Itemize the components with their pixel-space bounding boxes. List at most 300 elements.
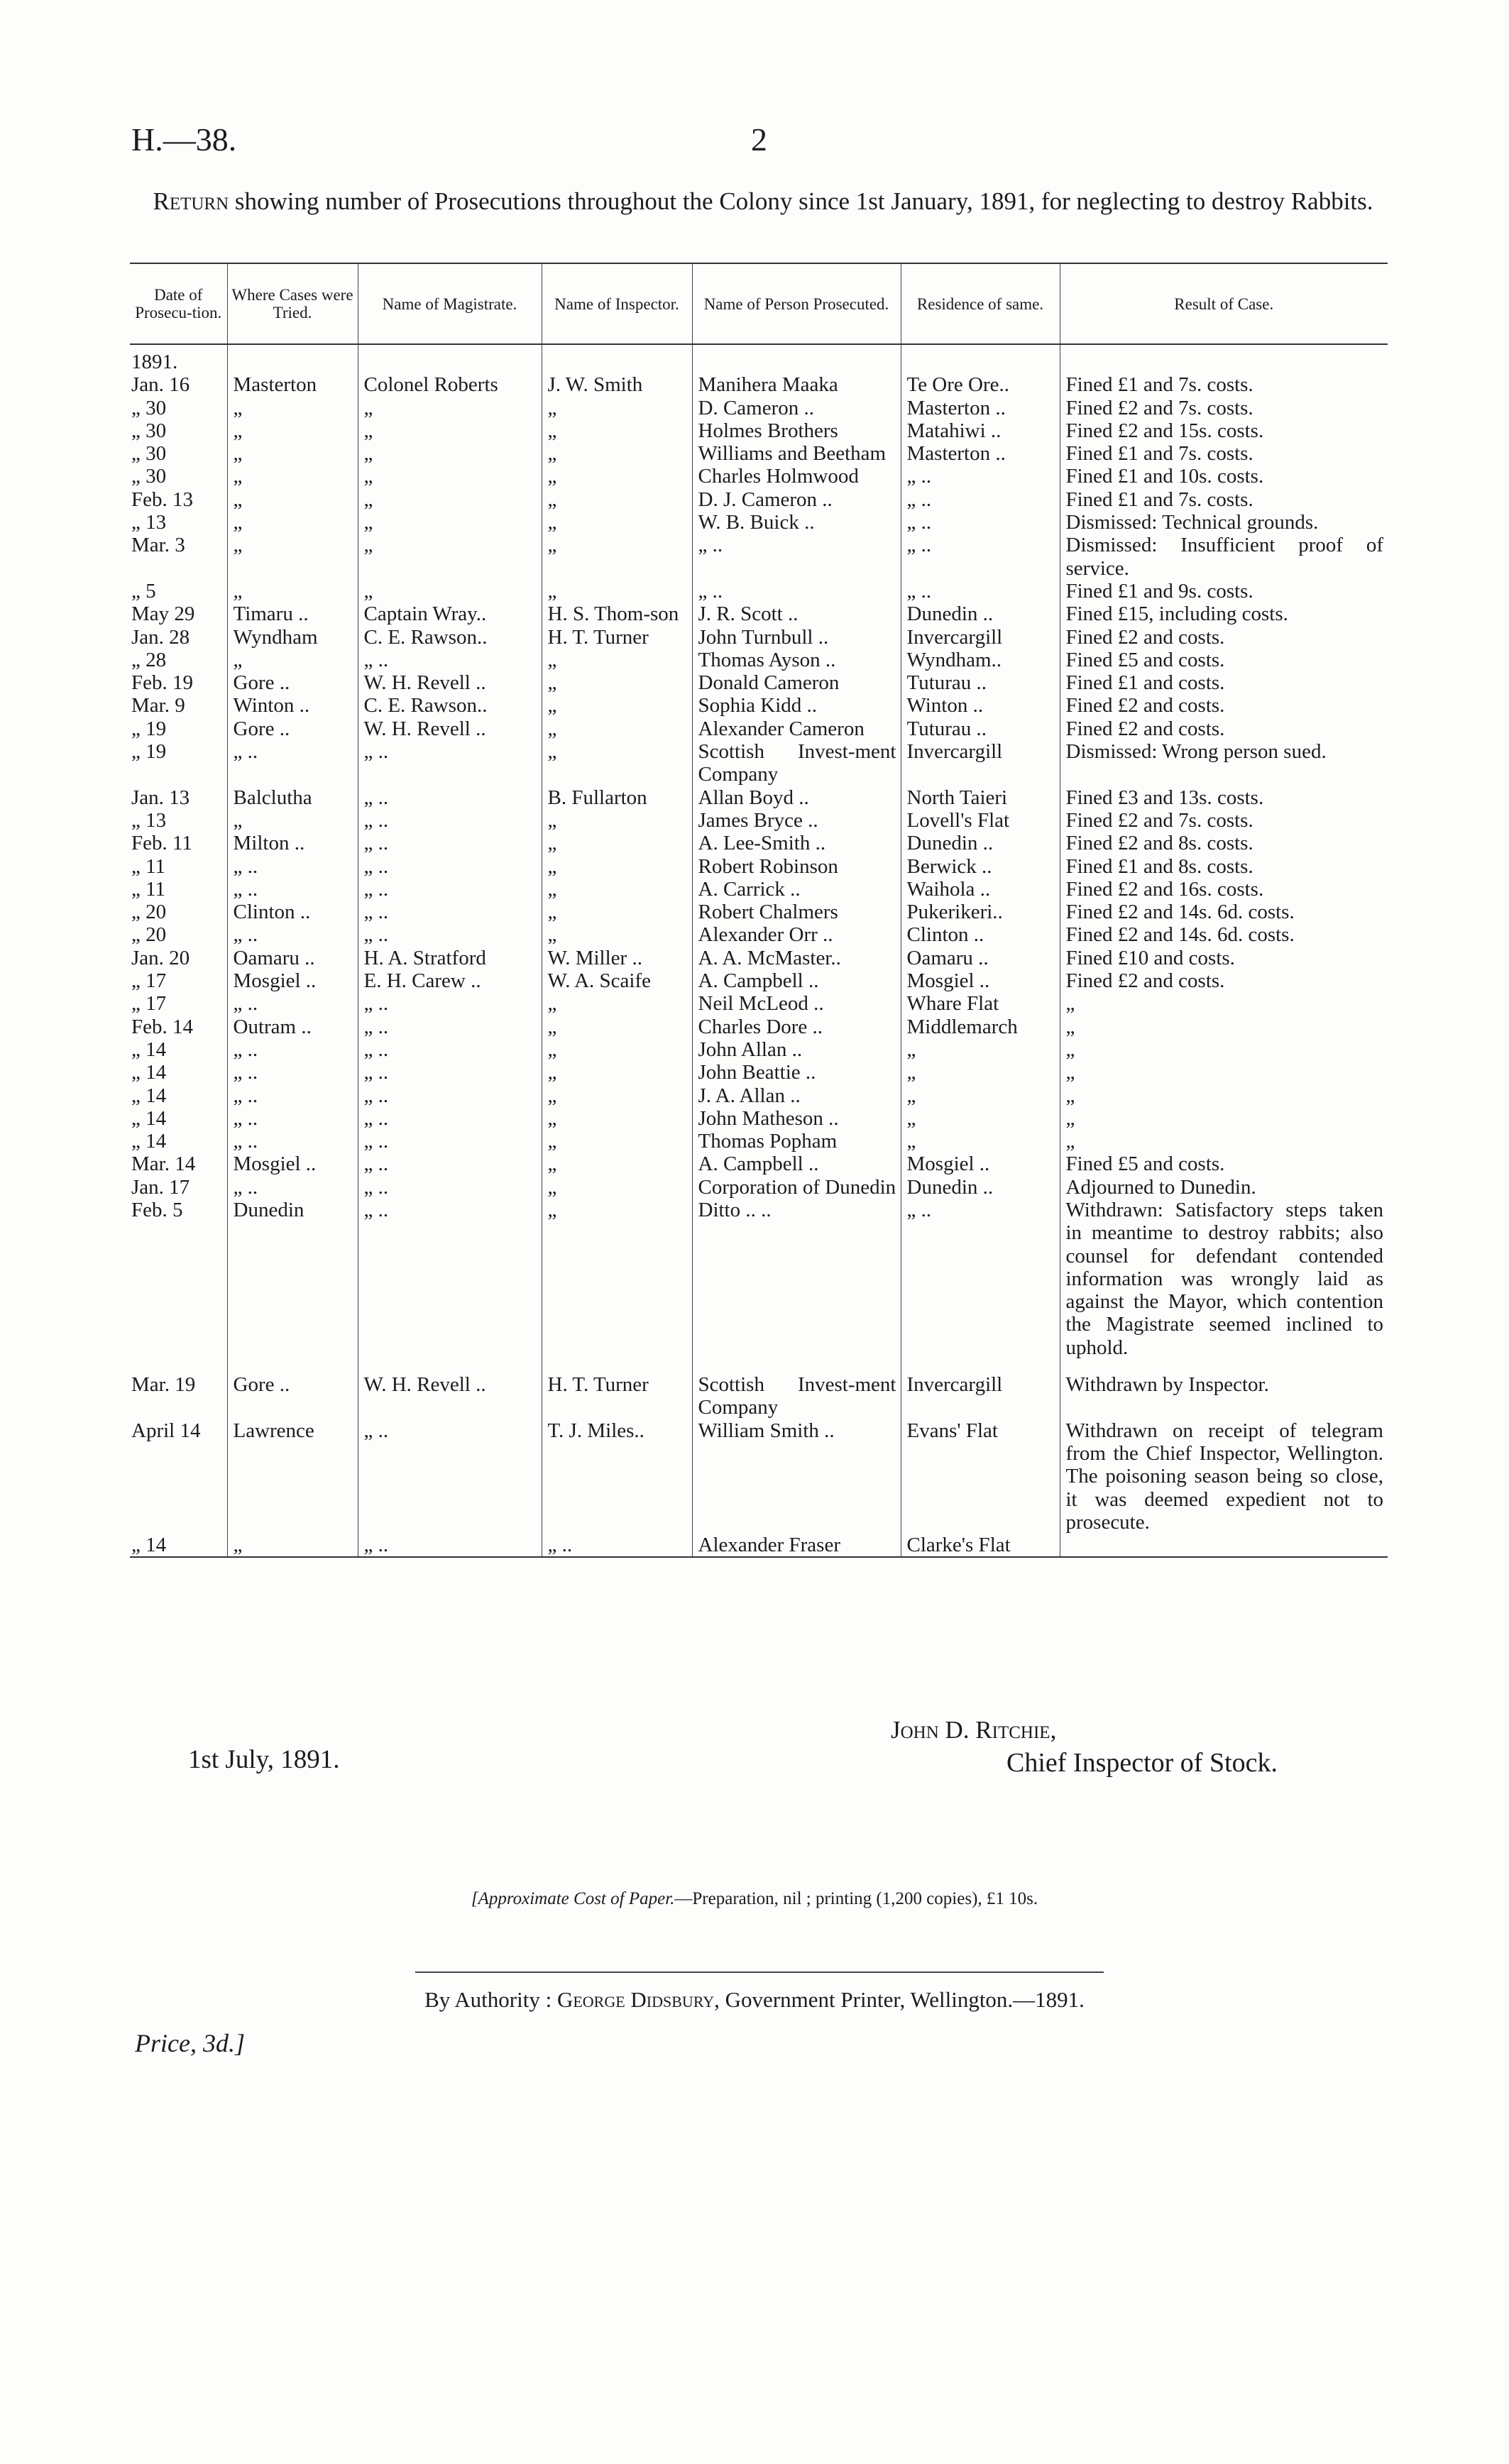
cell-where-tried: „ ..: [227, 1107, 358, 1130]
cell-date: „ 17: [131, 992, 167, 1016]
cell-inspector: „: [542, 671, 692, 694]
cell-magistrate: „ ..: [358, 832, 542, 854]
cell-person: Scottish Invest-ment Company: [692, 1373, 901, 1419]
table-row: [130, 1130, 1388, 1153]
cell-inspector: „: [542, 649, 692, 671]
cell-result: Adjourned to Dunedin.: [1060, 1176, 1388, 1199]
cell-date: „ 14: [130, 1534, 227, 1557]
table-row: [130, 603, 1388, 625]
cell-result: Fined £2 and 14s. 6d. costs.: [1060, 923, 1388, 946]
cell-residence: „ ..: [901, 580, 1060, 603]
cell-inspector: H. T. Turner: [542, 1373, 692, 1419]
cell-where-tried: „ ..: [227, 740, 358, 786]
spacer-cell: [901, 1359, 1060, 1373]
cell-residence: „ ..: [901, 1199, 1060, 1359]
cell-where-tried: „: [227, 534, 358, 580]
cell-person: Alexander Cameron: [692, 717, 901, 740]
table-row: [130, 1061, 1388, 1084]
cell-where-tried: „: [227, 465, 358, 488]
cell-person: D. J. Cameron ..: [692, 488, 901, 511]
cell-where-tried: Milton ..: [227, 832, 358, 854]
cell-residence: Winton ..: [901, 694, 1060, 717]
cell-where-tried: „: [227, 419, 358, 442]
year-row-cell: [692, 344, 901, 373]
cell-result: Fined £2 and costs.: [1060, 717, 1388, 740]
cell-residence: Waihola ..: [901, 878, 1060, 901]
title-text: showing number of Prosecutions throughout the Colony since 1st January, 1891, for neglecting to destroy Rabbits.: [229, 187, 1373, 215]
cell-date: Jan. 28: [131, 625, 190, 649]
cell-date: „ 20: [131, 901, 167, 924]
cell-result: Fined £1 and 7s. costs.: [1060, 373, 1388, 396]
cell-magistrate: W. H. Revell ..: [358, 671, 542, 694]
table-row: [130, 717, 1388, 740]
year-row: [130, 344, 1388, 373]
cost-text: —Preparation, nil ; printing (1,200 copies), £1 10s.: [674, 1889, 1038, 1908]
cell-magistrate: W. H. Revell ..: [358, 1373, 542, 1419]
cell-result: Fined £1 and costs.: [1060, 671, 1388, 694]
cell-where-tried: Gore ..: [227, 671, 358, 694]
price: Price, 3d.]: [135, 2029, 245, 2057]
cell-date: „ 30: [131, 442, 167, 466]
cell-magistrate: „ ..: [358, 740, 542, 786]
cell-result: Fined £3 and 13s. costs.: [1060, 786, 1388, 809]
table-row: [130, 969, 1388, 992]
cell-person: Robert Robinson: [692, 855, 901, 878]
prosecutions-table: [130, 263, 1388, 1558]
cell-result: Fined £5 and costs.: [1060, 649, 1388, 671]
cell-person: Donald Cameron: [692, 671, 901, 694]
cell-where-tried: „ ..: [227, 1130, 358, 1153]
cell-residence: Invercargill: [901, 740, 1060, 786]
cell-residence: Dunedin ..: [901, 1176, 1060, 1199]
cell-inspector: „: [542, 1084, 692, 1107]
cell-inspector: „: [542, 740, 692, 786]
cell-person: Sophia Kidd ..: [692, 694, 901, 717]
cell-date: Jan. 17: [131, 1175, 190, 1199]
cell-residence: Whare Flat: [901, 992, 1060, 1015]
table-row: [130, 1107, 1388, 1130]
header-person: Name of Person Prosecuted.: [692, 263, 901, 344]
table-title: [135, 186, 1391, 217]
spacer-cell: [227, 1359, 358, 1373]
cell-magistrate: „: [358, 442, 542, 465]
cell-magistrate: „ ..: [358, 1153, 542, 1175]
cell-result: Fined £1 and 9s. costs.: [1060, 580, 1388, 603]
cell-result: Fined £2 and costs.: [1060, 969, 1388, 992]
header-residence: Residence of same.: [901, 263, 1060, 344]
cell-result: „: [1060, 1107, 1388, 1130]
cell-person: Holmes Brothers: [692, 419, 901, 442]
cell-person: Scottish Invest-ment Company: [692, 740, 901, 786]
table-row: [130, 1153, 1388, 1175]
cell-date: „ 14: [131, 1130, 167, 1153]
cell-where-tried: „ ..: [227, 1176, 358, 1199]
cell-residence: Pukerikeri..: [901, 901, 1060, 923]
table-row: [130, 626, 1388, 649]
cell-result: Withdrawn on receipt of telegram from the Chief Inspector, Wellington. The poisoning season being so close, it was deemed expedient not to prosecute.: [1060, 1419, 1388, 1534]
cell-residence: Dunedin ..: [901, 603, 1060, 625]
cell-inspector: „: [542, 1038, 692, 1061]
cell-where-tried: „ ..: [227, 1084, 358, 1107]
cell-residence: Dunedin ..: [901, 832, 1060, 854]
cell-person: James Bryce ..: [692, 809, 901, 832]
cell-person: William Smith ..: [692, 1419, 901, 1534]
cell-result: Fined £2 and 8s. costs.: [1060, 832, 1388, 854]
cell-where-tried: „: [227, 442, 358, 465]
cell-magistrate: „ ..: [358, 855, 542, 878]
cell-inspector: „: [542, 694, 692, 717]
cell-residence: „ ..: [901, 534, 1060, 580]
cell-where-tried: Oamaru ..: [227, 947, 358, 969]
cell-person: J. R. Scott ..: [692, 603, 901, 625]
cell-date: „ 13: [131, 511, 167, 534]
cell-where-tried: „ ..: [227, 1061, 358, 1084]
cell-inspector: H. T. Turner: [542, 626, 692, 649]
cell-residence: Invercargill: [901, 1373, 1060, 1419]
cell-magistrate: „ ..: [358, 901, 542, 923]
cell-date: Feb. 14: [131, 1015, 193, 1038]
cell-magistrate: Captain Wray..: [358, 603, 542, 625]
cell-magistrate: W. H. Revell ..: [358, 717, 542, 740]
cell-residence: Middlemarch: [901, 1016, 1060, 1038]
cell-residence: Tuturau ..: [901, 717, 1060, 740]
cell-date: „ 14: [131, 1038, 167, 1061]
cell-person: Williams and Beetham: [692, 442, 901, 465]
cell-result: Fined £2 and 7s. costs.: [1060, 809, 1388, 832]
cell-date: „ 11: [131, 877, 166, 901]
cell-inspector: „: [542, 923, 692, 946]
title-lead: Return: [153, 187, 229, 215]
spacer-cell: [542, 1359, 692, 1373]
signer-name: John D. Ritchie,: [891, 1716, 1057, 1744]
table-row: [130, 786, 1388, 809]
cell-date: „ 30: [131, 419, 167, 442]
authority-name: George Didsbury: [556, 1987, 715, 2012]
table-header-row: [130, 263, 1388, 344]
cell-where-tried: Wyndham: [227, 626, 358, 649]
cell-date: „ 30: [131, 396, 167, 419]
table-row: [130, 1534, 1388, 1557]
cell-where-tried: Outram ..: [227, 1016, 358, 1038]
cell-person: A. A. McMaster..: [692, 947, 901, 969]
cell-person: W. B. Buick ..: [692, 511, 901, 534]
cell-result: Fined £2 and 15s. costs.: [1060, 419, 1388, 442]
cell-date: „ 20: [131, 923, 167, 947]
cell-inspector: „: [542, 878, 692, 901]
table-row: [130, 1016, 1388, 1038]
cell-result: „: [1060, 1016, 1388, 1038]
cell-result: „: [1060, 1061, 1388, 1084]
cell-date: „ 5: [131, 579, 156, 603]
cell-date: Jan. 20: [131, 946, 190, 969]
cell-person: Thomas Ayson ..: [692, 649, 901, 671]
cell-residence: „: [901, 1061, 1060, 1084]
authority-lead: By Authority :: [424, 1987, 557, 2012]
header-date: Date of Prosecu-tion.: [130, 263, 227, 344]
cell-where-tried: „ ..: [227, 992, 358, 1015]
table-row: [130, 671, 1388, 694]
cell-residence: Clarke's Flat: [901, 1534, 1060, 1557]
cell-person: „ ..: [692, 534, 901, 580]
cell-date: Jan. 13: [131, 786, 190, 809]
cell-residence: Mosgiel ..: [901, 969, 1060, 992]
cell-magistrate: „ ..: [358, 992, 542, 1015]
cell-residence: Tuturau ..: [901, 671, 1060, 694]
cell-inspector: „: [542, 1153, 692, 1175]
cell-person: John Matheson ..: [692, 1107, 901, 1130]
cell-person: J. A. Allan ..: [692, 1084, 901, 1107]
cell-result: Dismissed: Technical grounds.: [1060, 511, 1388, 534]
cell-residence: „ ..: [901, 488, 1060, 511]
table-row: [130, 373, 1388, 396]
cell-inspector: W. A. Scaife: [542, 969, 692, 992]
cell-residence: „ ..: [901, 511, 1060, 534]
cell-person: A. Lee-Smith ..: [692, 832, 901, 854]
cell-magistrate: „: [358, 397, 542, 419]
header-where-tried: Where Cases were Tried.: [227, 263, 358, 344]
cell-where-tried: „: [227, 488, 358, 511]
table-row: [130, 488, 1388, 511]
cell-inspector: „: [542, 1199, 692, 1359]
cell-residence: „: [901, 1038, 1060, 1061]
cell-where-tried: Gore ..: [227, 1373, 358, 1419]
cell-inspector: „: [542, 717, 692, 740]
cell-result: Fined £2 and costs.: [1060, 626, 1388, 649]
cell-inspector: „: [542, 1107, 692, 1130]
cell-person: Charles Holmwood: [692, 465, 901, 488]
cell-person: John Beattie ..: [692, 1061, 901, 1084]
cell-date: „ 28: [131, 648, 167, 671]
cell-date: Feb. 19: [131, 671, 193, 695]
table-body: [130, 344, 1388, 1557]
spacer-cell: [358, 1359, 542, 1373]
spacer-row: [130, 1359, 1388, 1373]
table-row: [130, 1199, 1388, 1359]
cell-where-tried: „ ..: [227, 923, 358, 946]
cell-magistrate: „: [358, 488, 542, 511]
cell-residence: Invercargill: [901, 626, 1060, 649]
cell-person: Alexander Fraser: [692, 1534, 901, 1557]
cell-residence: Oamaru ..: [901, 947, 1060, 969]
table-row: [130, 1373, 1388, 1419]
cell-result: Fined £15, including costs.: [1060, 603, 1388, 625]
cell-date: Feb. 11: [131, 832, 192, 855]
cell-result: Fined £1 and 7s. costs.: [1060, 488, 1388, 511]
cell-inspector: „: [542, 1176, 692, 1199]
cell-where-tried: Clinton ..: [227, 901, 358, 923]
cell-date: „ 14: [131, 1084, 167, 1107]
year-label: 1891.: [131, 351, 178, 373]
spacer-cell: [1060, 1359, 1388, 1373]
cell-person: Charles Dore ..: [692, 1016, 901, 1038]
cell-where-tried: „: [227, 511, 358, 534]
cell-magistrate: „ ..: [358, 649, 542, 671]
table-row: [130, 1038, 1388, 1061]
cell-date: „ 19: [131, 717, 167, 740]
cell-inspector: „ ..: [542, 1534, 692, 1557]
cell-inspector: W. Miller ..: [542, 947, 692, 969]
cell-magistrate: „ ..: [358, 809, 542, 832]
cell-inspector: „: [542, 534, 692, 580]
table-row: [130, 1419, 1388, 1534]
cell-inspector: „: [542, 1130, 692, 1153]
cell-date: April 14: [131, 1419, 201, 1442]
cell-date: „ 30: [131, 465, 167, 488]
cell-inspector: „: [542, 901, 692, 923]
cell-residence: Te Ore Ore..: [901, 373, 1060, 396]
cell-where-tried: Mosgiel ..: [227, 1153, 358, 1175]
cell-magistrate: „ ..: [358, 1534, 542, 1557]
cell-where-tried: „: [227, 649, 358, 671]
cell-magistrate: „ ..: [358, 923, 542, 946]
cell-result: Dismissed: Insufficient proof of service.: [1060, 534, 1388, 580]
table-row: [130, 694, 1388, 717]
cell-where-tried: Mosgiel ..: [227, 969, 358, 992]
cell-where-tried: Masterton: [227, 373, 358, 396]
cell-magistrate: „: [358, 580, 542, 603]
table-row: [130, 442, 1388, 465]
cell-date: „ 14: [131, 1061, 167, 1084]
cell-person: Allan Boyd ..: [692, 786, 901, 809]
cell-magistrate: „ ..: [358, 1176, 542, 1199]
year-row-cell: [358, 344, 542, 373]
year-row-cell: [542, 344, 692, 373]
cell-date: Mar. 9: [131, 694, 185, 717]
cell-residence: Matahiwi ..: [901, 419, 1060, 442]
cell-inspector: „: [542, 580, 692, 603]
cell-magistrate: „ ..: [358, 1038, 542, 1061]
cell-result: [1060, 1534, 1388, 1557]
cell-where-tried: „: [227, 1534, 358, 1557]
cell-person: D. Cameron ..: [692, 397, 901, 419]
cell-magistrate: „ ..: [358, 878, 542, 901]
cell-residence: „: [901, 1107, 1060, 1130]
cell-date: „ 19: [131, 740, 167, 764]
header-inspector: Name of Inspector.: [542, 263, 692, 344]
table-row: [130, 740, 1388, 786]
cell-result: Withdrawn by Inspector.: [1060, 1373, 1388, 1419]
signer-title: Chief Inspector of Stock.: [1006, 1748, 1278, 1778]
cell-residence: Berwick ..: [901, 855, 1060, 878]
cell-inspector: J. W. Smith: [542, 373, 692, 396]
cell-date: Mar. 3: [131, 534, 185, 557]
cell-inspector: „: [542, 832, 692, 854]
table-row: [130, 923, 1388, 946]
cell-person: Corporation of Dunedin: [692, 1176, 901, 1199]
table-row: [130, 947, 1388, 969]
cell-result: Withdrawn: Satisfactory steps taken in meantime to destroy rabbits; also counsel for defendant contended information was wrongly laid as against the Mayor, which contention the Magistrate seemed inclined to uphold.: [1060, 1199, 1388, 1359]
divider: [415, 1971, 1104, 1973]
cell-result: Fined £10 and costs.: [1060, 947, 1388, 969]
table-row: [130, 878, 1388, 901]
cell-magistrate: „ ..: [358, 1107, 542, 1130]
cell-result: Fined £2 and costs.: [1060, 694, 1388, 717]
table-row: [130, 649, 1388, 671]
cell-inspector: T. J. Miles..: [542, 1419, 692, 1534]
cell-result: Dismissed: Wrong person sued.: [1060, 740, 1388, 786]
cell-result: Fined £5 and costs.: [1060, 1153, 1388, 1175]
year-row-cell: [1060, 344, 1388, 373]
cell-date: Jan. 16: [131, 373, 190, 397]
table-row: [130, 1176, 1388, 1199]
cell-result: Fined £2 and 16s. costs.: [1060, 878, 1388, 901]
cell-residence: Clinton ..: [901, 923, 1060, 946]
authority-rest: , Government Printer, Wellington.—1891.: [714, 1987, 1085, 2012]
table-row: [130, 397, 1388, 419]
cell-date: Feb. 5: [131, 1198, 183, 1221]
table-row: [130, 832, 1388, 854]
cell-inspector: „: [542, 1061, 692, 1084]
page-number: 2: [751, 121, 767, 158]
cell-magistrate: „ ..: [358, 1130, 542, 1153]
cell-residence: Lovell's Flat: [901, 809, 1060, 832]
cell-person: John Turnbull ..: [692, 626, 901, 649]
cell-magistrate: Colonel Roberts: [358, 373, 542, 396]
table-row: [130, 580, 1388, 603]
cell-magistrate: E. H. Carew ..: [358, 969, 542, 992]
cell-inspector: „: [542, 442, 692, 465]
year-row-cell: [227, 344, 358, 373]
table-row: [130, 1084, 1388, 1107]
cell-inspector: H. S. Thom-son: [542, 603, 692, 625]
cell-where-tried: „: [227, 809, 358, 832]
table-row: [130, 901, 1388, 923]
cell-person: Manihera Maaka: [692, 373, 901, 396]
cell-residence: North Taieri: [901, 786, 1060, 809]
cost-label: [Approximate Cost of Paper.: [471, 1889, 675, 1908]
cell-residence: „ ..: [901, 465, 1060, 488]
spacer-cell: [692, 1359, 901, 1373]
cell-magistrate: „ ..: [358, 1016, 542, 1038]
cell-person: „ ..: [692, 580, 901, 603]
spacer-cell: [130, 1359, 227, 1373]
cell-magistrate: C. E. Rawson..: [358, 626, 542, 649]
cell-result: Fined £2 and 14s. 6d. costs.: [1060, 901, 1388, 923]
cell-result: „: [1060, 992, 1388, 1015]
cell-inspector: „: [542, 511, 692, 534]
cell-result: „: [1060, 1084, 1388, 1107]
cell-person: A. Campbell ..: [692, 969, 901, 992]
cell-magistrate: „: [358, 419, 542, 442]
header-magistrate: Name of Magistrate.: [358, 263, 542, 344]
printer-authority: [0, 1987, 1509, 2013]
cell-residence: „: [901, 1084, 1060, 1107]
cell-magistrate: „ ..: [358, 786, 542, 809]
cell-result: Fined £1 and 7s. costs.: [1060, 442, 1388, 465]
table-row: [130, 855, 1388, 878]
cell-person: A. Campbell ..: [692, 1153, 901, 1175]
cell-where-tried: Balclutha: [227, 786, 358, 809]
cell-residence: „: [901, 1130, 1060, 1153]
cell-magistrate: „ ..: [358, 1084, 542, 1107]
cell-person: Robert Chalmers: [692, 901, 901, 923]
cell-where-tried: Lawrence: [227, 1419, 358, 1534]
cell-where-tried: „: [227, 397, 358, 419]
cell-magistrate: „ ..: [358, 1061, 542, 1084]
cell-inspector: „: [542, 397, 692, 419]
cell-person: Ditto .. ..: [692, 1199, 901, 1359]
cell-residence: Mosgiel ..: [901, 1153, 1060, 1175]
cell-where-tried: Timaru ..: [227, 603, 358, 625]
cell-inspector: „: [542, 855, 692, 878]
cell-inspector: „: [542, 488, 692, 511]
table-row: [130, 465, 1388, 488]
cell-result: Fined £2 and 7s. costs.: [1060, 397, 1388, 419]
year-row-cell: [901, 344, 1060, 373]
cell-date: May 29: [131, 603, 195, 626]
cell-date: „ 13: [131, 808, 167, 832]
cell-residence: Evans' Flat: [901, 1419, 1060, 1534]
